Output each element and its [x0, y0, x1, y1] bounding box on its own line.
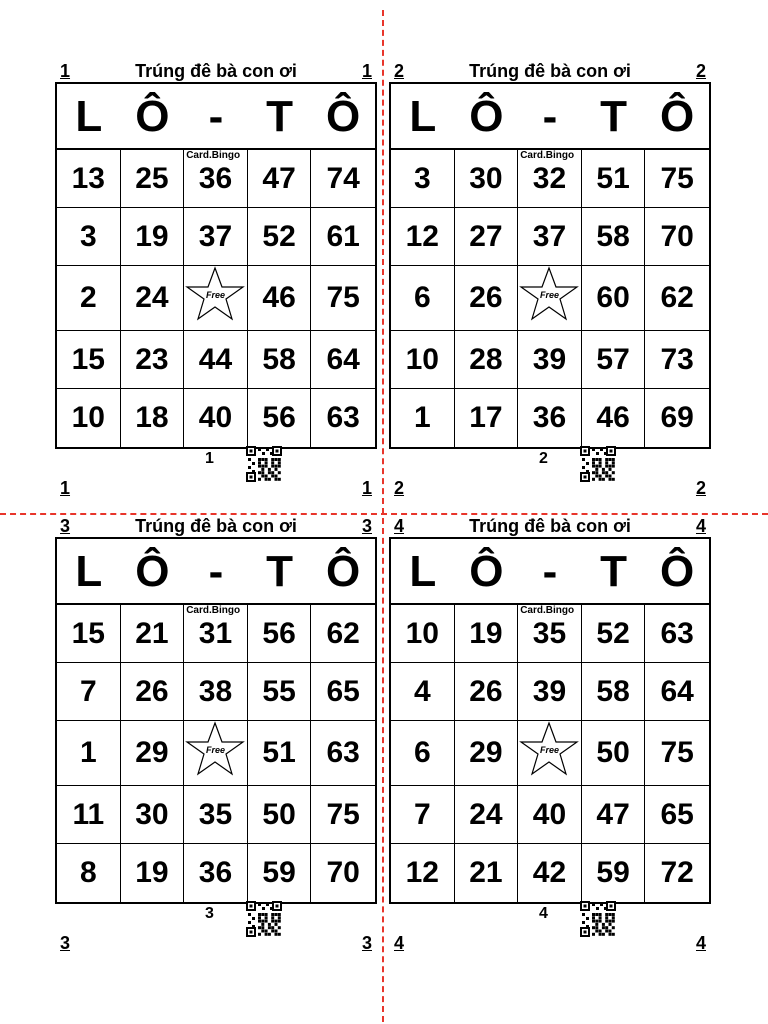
- number-cell: [455, 150, 519, 208]
- header-letter: Ô: [469, 547, 504, 596]
- cell-number: 50: [596, 736, 630, 769]
- cell-number: 36: [532, 401, 567, 434]
- free-cell: [518, 266, 582, 331]
- header-letter: -: [542, 92, 558, 141]
- number-cell: [518, 331, 582, 389]
- cell-number: 65: [326, 674, 360, 708]
- cell-number: 26: [469, 281, 503, 314]
- number-cell: [455, 786, 519, 844]
- cell-number: 11: [72, 797, 105, 831]
- number-cell: [645, 786, 709, 844]
- card-number-top-left: 1: [60, 61, 71, 81]
- number-cell: [57, 605, 121, 663]
- qr-code-icon: [580, 901, 616, 937]
- number-cell: [121, 208, 185, 266]
- number-cell: [248, 389, 312, 447]
- card-box: [55, 537, 377, 904]
- cell-number: 73: [660, 342, 694, 376]
- cell-number: 44: [198, 342, 233, 376]
- number-cell: [248, 844, 312, 902]
- cell-number: 39: [532, 342, 567, 376]
- cell-number: 19: [469, 616, 503, 650]
- cell-number: 7: [413, 797, 431, 831]
- cell-number: 59: [596, 856, 630, 889]
- cell-number: 52: [262, 219, 296, 253]
- cell-number: 52: [596, 616, 630, 650]
- number-cell: [248, 786, 312, 844]
- number-grid: [57, 605, 375, 902]
- header-letter: Ô: [135, 92, 170, 141]
- cell-number: 30: [469, 161, 503, 195]
- cell-number: 58: [596, 674, 630, 708]
- cell-number: 62: [326, 616, 360, 650]
- card-title: Trúng đê bà con ơi: [469, 516, 631, 536]
- header-letter: L: [75, 547, 103, 596]
- cell-number: 19: [135, 856, 169, 889]
- number-cell: [582, 786, 646, 844]
- cell-number: 64: [660, 674, 694, 708]
- card-number-footer: 1: [205, 450, 214, 467]
- cell-number: 70: [326, 856, 360, 889]
- number-cell: [57, 844, 121, 902]
- cell-number: 37: [532, 219, 567, 253]
- number-cell: [582, 150, 646, 208]
- card-number-top-right: 2: [695, 61, 706, 81]
- cell-number: 1: [413, 401, 431, 434]
- number-cell: [518, 208, 582, 266]
- header-letter: -: [208, 547, 224, 596]
- header-letter: T: [600, 92, 628, 141]
- cell-number: 61: [326, 219, 360, 253]
- cell-number: 40: [198, 401, 233, 434]
- number-cell: [57, 721, 121, 786]
- number-cell: [248, 150, 312, 208]
- number-cell: [455, 605, 519, 663]
- number-cell: [582, 663, 646, 721]
- cell-number: 21: [135, 616, 169, 650]
- brand-label: Card.Bingo: [186, 605, 241, 616]
- header-letter: L: [409, 92, 437, 141]
- number-cell: [57, 331, 121, 389]
- cell-number: 19: [135, 219, 169, 253]
- card-number-top-left: 3: [60, 516, 71, 536]
- cell-number: 24: [135, 281, 169, 314]
- cell-number: 40: [532, 797, 567, 831]
- cell-number: 18: [135, 401, 169, 434]
- number-cell: [57, 786, 121, 844]
- cell-number: 3: [79, 219, 97, 253]
- free-cell: [518, 721, 582, 786]
- number-cell: [57, 389, 121, 447]
- number-cell: [311, 721, 375, 786]
- number-cell: [311, 844, 375, 902]
- number-cell: [645, 605, 709, 663]
- number-cell: [518, 389, 582, 447]
- card-number-bottom-left: 3: [60, 933, 71, 953]
- number-cell: [391, 721, 455, 786]
- header-letter: Ô: [660, 547, 695, 596]
- cell-number: 26: [135, 674, 169, 708]
- cell-number: 7: [79, 674, 97, 708]
- number-cell: [311, 786, 375, 844]
- qr-code-icon: [246, 446, 282, 482]
- number-cell: [184, 389, 248, 447]
- number-cell: [121, 331, 185, 389]
- cell-number: 10: [405, 616, 439, 650]
- cell-number: 24: [469, 797, 503, 831]
- header-letter: T: [266, 547, 294, 596]
- cell-number: 15: [71, 616, 105, 650]
- header-letter: L: [75, 92, 103, 141]
- number-cell: [455, 844, 519, 902]
- number-cell: [455, 389, 519, 447]
- number-cell: [582, 605, 646, 663]
- cell-number: 39: [532, 674, 567, 708]
- number-cell: [391, 605, 455, 663]
- cell-number: 29: [135, 736, 169, 769]
- free-label: Free: [539, 745, 559, 755]
- bingo-card: [389, 516, 711, 953]
- card-number-top-right: 1: [361, 61, 372, 81]
- cell-number: 75: [326, 797, 360, 831]
- cell-number: 31: [198, 616, 233, 650]
- number-cell: [121, 844, 185, 902]
- number-cell: [57, 663, 121, 721]
- number-cell: [518, 150, 582, 208]
- free-cell: [184, 721, 248, 786]
- number-cell: [311, 663, 375, 721]
- number-cell: [184, 663, 248, 721]
- number-cell: [184, 150, 248, 208]
- free-cell: [184, 266, 248, 331]
- vertical-cut-line: [382, 10, 384, 1022]
- header-letter: T: [266, 92, 294, 141]
- cell-number: 74: [326, 161, 360, 195]
- card-title: Trúng đê bà con ơi: [135, 516, 297, 536]
- number-cell: [184, 605, 248, 663]
- card-number-bottom-left: 1: [60, 478, 71, 498]
- qr-code-icon: [246, 901, 282, 937]
- cell-number: 72: [660, 856, 694, 889]
- header-letter: -: [542, 547, 558, 596]
- number-cell: [311, 266, 375, 331]
- cell-number: 60: [596, 281, 630, 314]
- horizontal-cut-line: [0, 513, 768, 515]
- brand-label: Card.Bingo: [186, 150, 241, 161]
- number-cell: [645, 389, 709, 447]
- cell-number: 57: [596, 342, 630, 376]
- number-cell: [248, 208, 312, 266]
- number-cell: [57, 208, 121, 266]
- cell-number: 32: [532, 161, 567, 195]
- cell-number: 15: [71, 342, 105, 376]
- cell-number: 35: [532, 616, 567, 650]
- cell-number: 10: [405, 342, 439, 376]
- card-number-top-right: 3: [361, 516, 372, 536]
- free-label: Free: [205, 290, 225, 300]
- header-letter: Ô: [135, 547, 170, 596]
- number-cell: [121, 663, 185, 721]
- cell-number: 13: [71, 161, 105, 195]
- header-letter: T: [600, 547, 628, 596]
- number-cell: [391, 844, 455, 902]
- number-cell: [184, 786, 248, 844]
- number-cell: [455, 721, 519, 786]
- card-number-bottom-left: 4: [394, 933, 405, 953]
- number-cell: [518, 786, 582, 844]
- cell-number: 6: [413, 736, 431, 769]
- number-cell: [645, 208, 709, 266]
- brand-label: Card.Bingo: [520, 605, 575, 616]
- number-cell: [582, 389, 646, 447]
- number-cell: [391, 266, 455, 331]
- cell-number: 1: [79, 736, 97, 769]
- number-cell: [455, 331, 519, 389]
- cell-number: 47: [262, 161, 296, 195]
- bingo-card: [55, 516, 377, 953]
- card-number-bottom-right: 3: [361, 933, 372, 953]
- card-number-footer: 3: [205, 905, 214, 922]
- number-cell: [121, 721, 185, 786]
- number-cell: [184, 208, 248, 266]
- card-number-bottom-left: 2: [394, 478, 405, 498]
- number-cell: [645, 844, 709, 902]
- cell-number: 46: [596, 401, 630, 434]
- cell-number: 35: [198, 797, 233, 831]
- card-header: [57, 84, 375, 150]
- cell-number: 63: [326, 736, 360, 769]
- number-cell: [391, 389, 455, 447]
- number-cell: [645, 150, 709, 208]
- number-cell: [248, 605, 312, 663]
- cell-number: 62: [660, 281, 694, 314]
- cell-number: 47: [596, 797, 630, 831]
- number-cell: [391, 786, 455, 844]
- number-cell: [57, 150, 121, 208]
- card-box: [389, 82, 711, 449]
- cell-number: 21: [469, 856, 503, 889]
- card-number-top-left: 4: [394, 516, 405, 536]
- cell-number: 42: [532, 856, 567, 889]
- number-cell: [582, 331, 646, 389]
- header-letter: -: [208, 92, 224, 141]
- number-cell: [645, 331, 709, 389]
- cell-number: 65: [660, 797, 694, 831]
- card-number-bottom-right: 2: [695, 478, 706, 498]
- cell-number: 75: [326, 281, 360, 314]
- card-box: [389, 537, 711, 904]
- cell-number: 55: [262, 674, 296, 708]
- cell-number: 27: [469, 219, 503, 253]
- number-cell: [582, 721, 646, 786]
- number-cell: [311, 389, 375, 447]
- cell-number: 38: [198, 674, 233, 708]
- cell-number: 51: [262, 736, 296, 769]
- card-number-top-left: 2: [394, 61, 405, 81]
- cell-number: 23: [135, 342, 169, 376]
- cell-number: 58: [262, 342, 296, 376]
- free-label: Free: [539, 290, 559, 300]
- card-title: Trúng đê bà con ơi: [135, 61, 297, 81]
- cell-number: 4: [413, 674, 431, 708]
- number-cell: [121, 266, 185, 331]
- number-cell: [311, 150, 375, 208]
- bingo-card: [55, 61, 377, 498]
- cell-number: 12: [405, 219, 439, 253]
- cell-number: 75: [660, 161, 694, 195]
- cell-number: 75: [660, 736, 694, 769]
- free-label: Free: [205, 745, 225, 755]
- number-cell: [121, 150, 185, 208]
- card-number-top-right: 4: [695, 516, 706, 536]
- card-number-bottom-right: 4: [695, 933, 706, 953]
- number-cell: [518, 663, 582, 721]
- number-cell: [248, 266, 312, 331]
- number-cell: [184, 331, 248, 389]
- number-cell: [582, 208, 646, 266]
- number-cell: [582, 844, 646, 902]
- number-cell: [311, 605, 375, 663]
- header-letter: Ô: [660, 92, 695, 141]
- card-title: Trúng đê bà con ơi: [469, 61, 631, 81]
- number-cell: [248, 331, 312, 389]
- cell-number: 25: [135, 161, 169, 195]
- number-cell: [645, 663, 709, 721]
- cell-number: 36: [198, 161, 233, 195]
- card-header: [391, 84, 709, 150]
- cell-number: 59: [262, 856, 296, 889]
- cell-number: 56: [262, 401, 296, 434]
- cell-number: 3: [413, 161, 431, 195]
- cell-number: 36: [198, 856, 233, 889]
- cell-number: 63: [326, 401, 360, 434]
- cell-number: 6: [413, 281, 431, 314]
- number-cell: [455, 663, 519, 721]
- header-letter: Ô: [326, 92, 361, 141]
- number-cell: [582, 266, 646, 331]
- cell-number: 51: [596, 161, 630, 195]
- number-cell: [121, 389, 185, 447]
- number-cell: [455, 208, 519, 266]
- cell-number: 69: [660, 401, 694, 434]
- card-header: [57, 539, 375, 605]
- card-number-footer: 4: [539, 905, 548, 922]
- cell-number: 28: [469, 342, 503, 376]
- cell-number: 10: [71, 401, 105, 434]
- number-cell: [455, 266, 519, 331]
- number-cell: [311, 331, 375, 389]
- number-cell: [391, 663, 455, 721]
- header-letter: Ô: [469, 92, 504, 141]
- cell-number: 29: [469, 736, 503, 769]
- card-header: [391, 539, 709, 605]
- cell-number: 70: [660, 219, 694, 253]
- cell-number: 30: [135, 797, 169, 831]
- cell-number: 17: [469, 401, 503, 434]
- number-cell: [121, 786, 185, 844]
- card-box: [55, 82, 377, 449]
- cell-number: 58: [596, 219, 630, 253]
- number-cell: [121, 605, 185, 663]
- number-cell: [57, 266, 121, 331]
- number-cell: [518, 844, 582, 902]
- cell-number: 12: [405, 856, 439, 889]
- number-cell: [184, 844, 248, 902]
- card-number-bottom-right: 1: [361, 478, 372, 498]
- bingo-card: [389, 61, 711, 498]
- number-cell: [391, 331, 455, 389]
- cell-number: 8: [79, 856, 97, 889]
- number-cell: [518, 605, 582, 663]
- number-cell: [645, 721, 709, 786]
- cell-number: 37: [198, 219, 233, 253]
- cell-number: 26: [469, 674, 503, 708]
- number-grid: [57, 150, 375, 447]
- number-cell: [645, 266, 709, 331]
- number-cell: [391, 150, 455, 208]
- qr-code-icon: [580, 446, 616, 482]
- number-grid: [391, 150, 709, 447]
- cell-number: 56: [262, 616, 296, 650]
- header-letter: Ô: [326, 547, 361, 596]
- card-number-footer: 2: [539, 450, 548, 467]
- cell-number: 46: [262, 281, 296, 314]
- cell-number: 2: [79, 281, 97, 314]
- number-cell: [248, 721, 312, 786]
- cell-number: 50: [262, 797, 296, 831]
- cell-number: 64: [326, 342, 360, 376]
- number-cell: [248, 663, 312, 721]
- cell-number: 63: [660, 616, 694, 650]
- brand-label: Card.Bingo: [520, 150, 575, 161]
- number-cell: [311, 208, 375, 266]
- number-grid: [391, 605, 709, 902]
- header-letter: L: [409, 547, 437, 596]
- number-cell: [391, 208, 455, 266]
